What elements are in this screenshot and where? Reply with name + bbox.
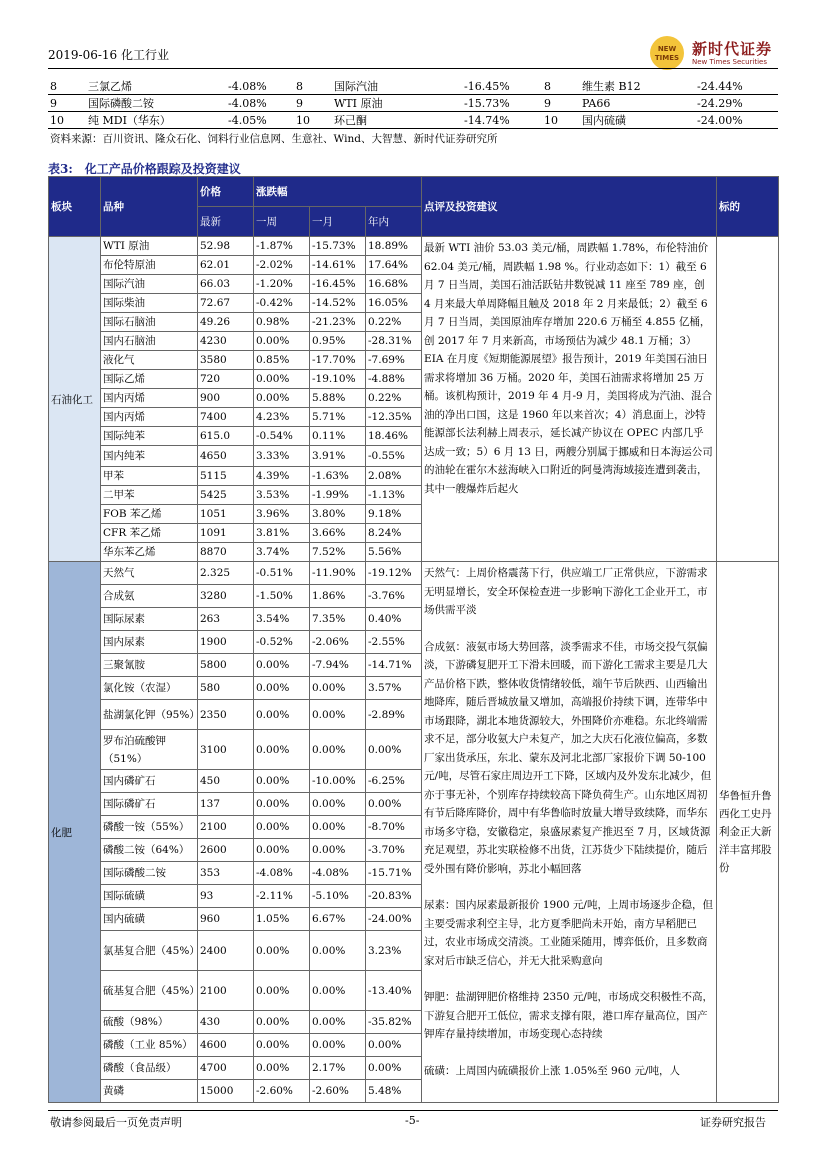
price-value: 2100 (198, 816, 254, 839)
price-value: -2.06% (310, 631, 366, 654)
product-name: 盐湖氯化钾（95%） (101, 700, 198, 730)
product-name: 国际尿素 (101, 608, 198, 631)
price-value: 5425 (198, 486, 254, 505)
price-value: 3.96% (254, 505, 310, 524)
product-name: 国际磷矿石 (101, 793, 198, 816)
price-value: 0.00% (366, 1034, 422, 1057)
price-value: -24.00% (366, 908, 422, 931)
price-value: -4.88% (366, 370, 422, 389)
ranking-cell: 8 (542, 78, 580, 95)
price-value: 49.26 (198, 313, 254, 332)
price-value: 0.00% (254, 839, 310, 862)
price-row (49, 562, 779, 585)
th-change: 涨跌幅 (254, 177, 422, 207)
th-product: 品种 (101, 177, 198, 237)
price-value: 4600 (198, 1034, 254, 1057)
price-value: -15.71% (366, 862, 422, 885)
price-row (49, 237, 779, 256)
price-value: -7.94% (310, 654, 366, 677)
price-value: 960 (198, 908, 254, 931)
price-value: 0.00% (366, 730, 422, 770)
price-value: -2.02% (254, 256, 310, 275)
ranking-cell: -14.74% (462, 112, 542, 129)
price-value: 0.00% (254, 971, 310, 1011)
price-value: -5.10% (310, 885, 366, 908)
price-value: 16.05% (366, 294, 422, 313)
price-value: -16.45% (310, 275, 366, 294)
price-value: 450 (198, 770, 254, 793)
product-name: 国际石脑油 (101, 313, 198, 332)
price-value: 0.00% (254, 1057, 310, 1080)
price-value: 0.00% (254, 730, 310, 770)
price-value: -3.76% (366, 585, 422, 608)
price-value: -6.25% (366, 770, 422, 793)
ranking-cell: 环己酮 (332, 112, 462, 129)
price-value: 1.86% (310, 585, 366, 608)
product-name: FOB 苯乙烯 (101, 505, 198, 524)
target-stocks-cell: 华鲁恒升鲁西化工史丹利金正大新洋丰富邦股份 (717, 562, 779, 1103)
ranking-cell: -16.45% (462, 78, 542, 95)
price-value: -1.63% (310, 467, 366, 486)
price-value: -0.51% (254, 562, 310, 585)
price-value: 2.08% (366, 467, 422, 486)
price-tracking-table (48, 176, 779, 1103)
price-value: 2400 (198, 931, 254, 971)
price-value: 0.22% (366, 389, 422, 408)
ranking-cell: 9 (48, 95, 86, 112)
price-value: 8870 (198, 543, 254, 562)
th-ytd: 年内 (366, 207, 422, 237)
ranking-cell: 9 (542, 95, 580, 112)
price-value: 0.00% (254, 816, 310, 839)
price-value: 3580 (198, 351, 254, 370)
product-name: 国内丙烯 (101, 408, 198, 427)
price-value: -14.61% (310, 256, 366, 275)
price-value: -8.70% (366, 816, 422, 839)
price-value: 2350 (198, 700, 254, 730)
price-value: -12.35% (366, 408, 422, 427)
th-sector: 板块 (49, 177, 101, 237)
price-value: -2.89% (366, 700, 422, 730)
price-value: 0.00% (254, 793, 310, 816)
price-value: 8.24% (366, 524, 422, 543)
price-value: 7.35% (310, 608, 366, 631)
price-value: -0.54% (254, 427, 310, 446)
ranking-table (48, 78, 778, 129)
product-name: 国际磷酸二铵 (101, 862, 198, 885)
source-note: 资料来源：百川资讯、隆众石化、饲料行业信息网、生意社、Wind、大智慧、新时代证券研究所 (50, 133, 498, 145)
ranking-cell: 10 (48, 112, 86, 129)
product-name: 国际纯苯 (101, 427, 198, 446)
price-value: 4700 (198, 1057, 254, 1080)
price-value: 3100 (198, 730, 254, 770)
price-value: -3.70% (366, 839, 422, 862)
product-name: 国际柴油 (101, 294, 198, 313)
price-value: -14.71% (366, 654, 422, 677)
price-value: 0.00% (254, 370, 310, 389)
price-value: 0.11% (310, 427, 366, 446)
th-comment: 点评及投资建议 (422, 177, 717, 237)
product-name: 氯化铵（农湿） (101, 677, 198, 700)
brand-logo (650, 36, 780, 72)
product-name: 国内丙烯 (101, 389, 198, 408)
price-value: -13.40% (366, 971, 422, 1011)
price-value: 3.91% (310, 446, 366, 467)
product-name: 罗布泊硫酸钾（51%） (101, 730, 198, 770)
price-value: 2600 (198, 839, 254, 862)
price-value: 1900 (198, 631, 254, 654)
price-value: 0.00% (254, 931, 310, 971)
price-value: -2.55% (366, 631, 422, 654)
price-value: 5.48% (366, 1080, 422, 1103)
comment-paragraph: 合成氨：液氨市场大势回落，淡季需求不佳，市场交投气氛偏淡，下游磷复肥开工下滑未回暖，而下游化工需求主要是几大产品价格下跌，整体收货情绪较低，端午节后陕西、山西输出地降库，随后晋城放量又增加，高端报价持续下调，连带华中市场跟降，湖北本地货源较大，外围降价亦难稳。东北终端需求不足，部分收氨大户未复产，加之大庆石化液位偏高，多数厂家出货承压，东北、蒙东及河北北部厂家报价下调 50-100 元/吨，尽管石家庄周边开工下降，区域内及外发东北减少，但亦于事无补，个别库存持续较高下降负荷生产。山东地区周初有节后降库降价，周中有华鲁临时放量大增导致续降，而华东市场多守稳，安徽稳定，泉盛尿素复产推迟至 7 月，区域货源充足观望，苏北实联检修不出货，江苏货少下陆续提价，随后受外围有降价影响，苏北小幅回落 (424, 640, 712, 875)
price-value: 18.89% (366, 237, 422, 256)
price-value: 0.00% (254, 1034, 310, 1057)
price-value: 0.00% (310, 730, 366, 770)
price-value: 0.40% (366, 608, 422, 631)
product-name: 液化气 (101, 351, 198, 370)
logo-english-name: New Times Securities (692, 58, 767, 66)
ranking-cell: 维生素 B12 (580, 78, 695, 95)
product-name: 硫酸（98%） (101, 1011, 198, 1034)
comment-paragraph: 尿素：国内尿素最新报价 1900 元/吨，上周市场逐步企稳，但主要受需求利空主导，北方夏季肥尚未开始，南方早稻肥已过，农业市场成交清淡。工业随采随用，博弈低价，且多数商家对后市缺乏信心，并无大批采购意向 (424, 899, 713, 967)
price-value: 0.00% (310, 1011, 366, 1034)
product-name: 国内磷矿石 (101, 770, 198, 793)
price-value: 0.85% (254, 351, 310, 370)
price-value: 6.67% (310, 908, 366, 931)
price-value: 17.64% (366, 256, 422, 275)
price-value: 0.98% (254, 313, 310, 332)
price-value: -11.90% (310, 562, 366, 585)
product-name: WTI 原油 (101, 237, 198, 256)
price-value: 0.00% (310, 700, 366, 730)
ranking-cell: 三氯乙烯 (86, 78, 226, 95)
price-value: 5800 (198, 654, 254, 677)
target-stocks-cell (717, 237, 779, 562)
th-month: 一月 (310, 207, 366, 237)
price-value: 0.00% (366, 1057, 422, 1080)
price-value: 3.53% (254, 486, 310, 505)
price-value: 2100 (198, 971, 254, 1011)
price-value: 5.56% (366, 543, 422, 562)
price-value: 18.46% (366, 427, 422, 446)
price-value: 4650 (198, 446, 254, 467)
product-name: 磷酸一铵（55%） (101, 816, 198, 839)
product-name: 国内尿素 (101, 631, 198, 654)
price-value: -21.23% (310, 313, 366, 332)
product-name: 磷酸二铵（64%） (101, 839, 198, 862)
price-value: -1.87% (254, 237, 310, 256)
price-value: 3.81% (254, 524, 310, 543)
price-value: -1.99% (310, 486, 366, 505)
ranking-row (48, 112, 778, 129)
ranking-cell: 10 (294, 112, 332, 129)
price-value: 93 (198, 885, 254, 908)
ranking-cell: -24.29% (695, 95, 778, 112)
price-value: -4.08% (254, 862, 310, 885)
price-value: -2.60% (310, 1080, 366, 1103)
product-name: 硫基复合肥（45%） (101, 971, 198, 1011)
ranking-cell: -24.00% (695, 112, 778, 129)
ranking-cell: 国际汽油 (332, 78, 462, 95)
price-value: 16.68% (366, 275, 422, 294)
ranking-cell: 纯 MDI（华东） (86, 112, 226, 129)
price-value: -15.73% (310, 237, 366, 256)
price-value: 3.80% (310, 505, 366, 524)
price-value: 5115 (198, 467, 254, 486)
footer-report-type: 证券研究报告 (700, 1116, 766, 1129)
price-value: 1091 (198, 524, 254, 543)
table-title: 表3: 化工产品价格跟踪及投资建议 (48, 162, 241, 176)
logo-badge-icon: NEW TIMES (650, 36, 684, 70)
price-value: -1.50% (254, 585, 310, 608)
price-value: 72.67 (198, 294, 254, 313)
product-name: 甲苯 (101, 467, 198, 486)
price-value: 0.00% (310, 971, 366, 1011)
price-value: -19.12% (366, 562, 422, 585)
price-value: 3280 (198, 585, 254, 608)
price-value: -0.55% (366, 446, 422, 467)
ranking-cell: WTI 原油 (332, 95, 462, 112)
footer-divider (48, 1110, 778, 1111)
header-divider (48, 68, 778, 69)
price-value: 0.00% (310, 1034, 366, 1057)
product-name: 磷酸（工业 85%） (101, 1034, 198, 1057)
ranking-cell: 9 (294, 95, 332, 112)
price-value: -0.42% (254, 294, 310, 313)
price-value: 3.66% (310, 524, 366, 543)
price-value: -2.60% (254, 1080, 310, 1103)
price-value: -10.00% (310, 770, 366, 793)
ranking-cell: -15.73% (462, 95, 542, 112)
price-value: 4.23% (254, 408, 310, 427)
product-name: 氯基复合肥（45%） (101, 931, 198, 971)
price-value: 4230 (198, 332, 254, 351)
product-name: 二甲苯 (101, 486, 198, 505)
product-name: 黄磷 (101, 1080, 198, 1103)
price-value: 615.0 (198, 427, 254, 446)
product-name: 合成氨 (101, 585, 198, 608)
price-value: 580 (198, 677, 254, 700)
product-name: CFR 苯乙烯 (101, 524, 198, 543)
price-value: 0.00% (310, 677, 366, 700)
price-value: 0.00% (254, 389, 310, 408)
ranking-row (48, 95, 778, 112)
ranking-cell: 8 (294, 78, 332, 95)
price-value: 0.00% (254, 1011, 310, 1034)
ranking-cell: -4.08% (226, 78, 294, 95)
price-value: 5.71% (310, 408, 366, 427)
price-value: 0.00% (254, 770, 310, 793)
price-value: 137 (198, 793, 254, 816)
price-value: 900 (198, 389, 254, 408)
price-value: 66.03 (198, 275, 254, 294)
price-value: -1.20% (254, 275, 310, 294)
product-name: 国际乙烯 (101, 370, 198, 389)
page-number: -5- (405, 1114, 420, 1127)
price-value: 2.325 (198, 562, 254, 585)
price-value: 0.95% (310, 332, 366, 351)
price-value: 0.00% (310, 931, 366, 971)
product-name: 磷酸（食品级） (101, 1057, 198, 1080)
ranking-cell: -24.44% (695, 78, 778, 95)
price-value: 0.00% (310, 816, 366, 839)
price-value: -1.13% (366, 486, 422, 505)
product-name: 华东苯乙烯 (101, 543, 198, 562)
ranking-row (48, 78, 778, 95)
sector-cell: 石油化工 (49, 237, 101, 562)
price-value: -28.31% (366, 332, 422, 351)
price-value: 0.00% (254, 700, 310, 730)
product-name: 天然气 (101, 562, 198, 585)
price-value: 15000 (198, 1080, 254, 1103)
product-name: 国内硫磺 (101, 908, 198, 931)
price-value: 52.98 (198, 237, 254, 256)
ranking-cell: 国内硫磺 (580, 112, 695, 129)
price-value: 720 (198, 370, 254, 389)
price-value: 1.05% (254, 908, 310, 931)
sector-cell: 化肥 (49, 562, 101, 1103)
footer-disclaimer: 敬请参阅最后一页免责声明 (50, 1116, 182, 1129)
comment-cell (422, 562, 717, 1103)
price-value: 3.54% (254, 608, 310, 631)
price-value: 0.00% (254, 654, 310, 677)
price-value: 0.00% (310, 793, 366, 816)
price-value: 2.17% (310, 1057, 366, 1080)
price-value: 5.88% (310, 389, 366, 408)
price-value: 430 (198, 1011, 254, 1034)
logo-chinese-name: 新时代证券 (692, 40, 773, 58)
price-value: -14.52% (310, 294, 366, 313)
price-value: 3.74% (254, 543, 310, 562)
price-value: -7.69% (366, 351, 422, 370)
price-value: 7.52% (310, 543, 366, 562)
comment-cell: 最新 WTI 油价 53.03 美元/桶，周跌幅 1.78%，布伦特油价 62.04 美元/桶，周跌幅 1.98 %。行业动态如下：1）截至 6 月 7 日当周，美国石油活跃钻井数锐减 11 座至 789 座，创 4 月来最大单周降幅且触及 2018 年 2 月来最低；2）截至 6 月 7 日当周，美国原油库存增加 220.6 万桶至 4.855 亿桶，创 2017 年 7 月来新高，市场预估为减少 48.1 万桶；3）EIA 在月度《短期能源展望》报告预计，2019 年美国石油日需求将增加 36 万桶。2020 年，美国石油需求将增加 25 万桶。该机构预计，2019 年 4 月-9 月，美国将成为汽油、混合油的净出口国，这是 1960 年以来首次；4）消息面上，沙特能源部长法利赫上周表示，延长减产协议在 OPEC 内部几乎达成一致；5）6 月 13 日，两艘分别属于挪威和日本海运公司的油轮在霍尔木兹海峡入口附近的阿曼湾海域接连遭到袭击，其中一艘爆炸后起火 (422, 237, 717, 562)
product-name: 国内石脑油 (101, 332, 198, 351)
product-name: 三聚氰胺 (101, 654, 198, 677)
product-name: 布伦特原油 (101, 256, 198, 275)
price-value: 0.00% (254, 332, 310, 351)
price-value: -17.70% (310, 351, 366, 370)
ranking-cell: 10 (542, 112, 580, 129)
price-value: -19.10% (310, 370, 366, 389)
th-week: 一周 (254, 207, 310, 237)
th-latest: 最新 (198, 207, 254, 237)
product-name: 国内纯苯 (101, 446, 198, 467)
price-value: 353 (198, 862, 254, 885)
price-value: 3.57% (366, 677, 422, 700)
price-value: 1051 (198, 505, 254, 524)
price-value: 4.39% (254, 467, 310, 486)
price-value: 62.01 (198, 256, 254, 275)
ranking-cell: 国际磷酸二铵 (86, 95, 226, 112)
price-value: -20.83% (366, 885, 422, 908)
price-value: 0.00% (254, 677, 310, 700)
product-name: 国际汽油 (101, 275, 198, 294)
comment-paragraph: 天然气：上周价格震荡下行，供应端工厂正常供应，下游需求无明显增长，安全环保检查进一步影响下游化工企业开工，市场供需平淡 (424, 567, 708, 616)
ranking-cell: -4.05% (226, 112, 294, 129)
price-value: 0.00% (310, 839, 366, 862)
ranking-cell: PA66 (580, 95, 695, 112)
price-value: 3.23% (366, 931, 422, 971)
header-date-sector: 2019-06-16 化工行业 (48, 48, 170, 62)
price-value: -0.52% (254, 631, 310, 654)
price-value: 0.22% (366, 313, 422, 332)
price-value: 3.33% (254, 446, 310, 467)
price-value: -35.82% (366, 1011, 422, 1034)
price-value: 0.00% (366, 793, 422, 816)
price-value: 7400 (198, 408, 254, 427)
price-value: -2.11% (254, 885, 310, 908)
comment-paragraph: 硫磺：上周国内硫磺报价上涨 1.05%至 960 元/吨，人 (424, 1064, 680, 1077)
th-target: 标的 (717, 177, 779, 237)
price-value: 9.18% (366, 505, 422, 524)
ranking-cell: -4.08% (226, 95, 294, 112)
ranking-cell: 8 (48, 78, 86, 95)
product-name: 国际硫磺 (101, 885, 198, 908)
th-price: 价格 (198, 177, 254, 207)
price-value: -4.08% (310, 862, 366, 885)
price-value: 263 (198, 608, 254, 631)
comment-paragraph: 钾肥：盐湖钾肥价格维持 2350 元/吨，市场成交积极性不高，下游复合肥开工低位，需求支撑有限，港口库存量高位，国产钾库存量持续增加，市场变现心态持续 (424, 991, 713, 1040)
